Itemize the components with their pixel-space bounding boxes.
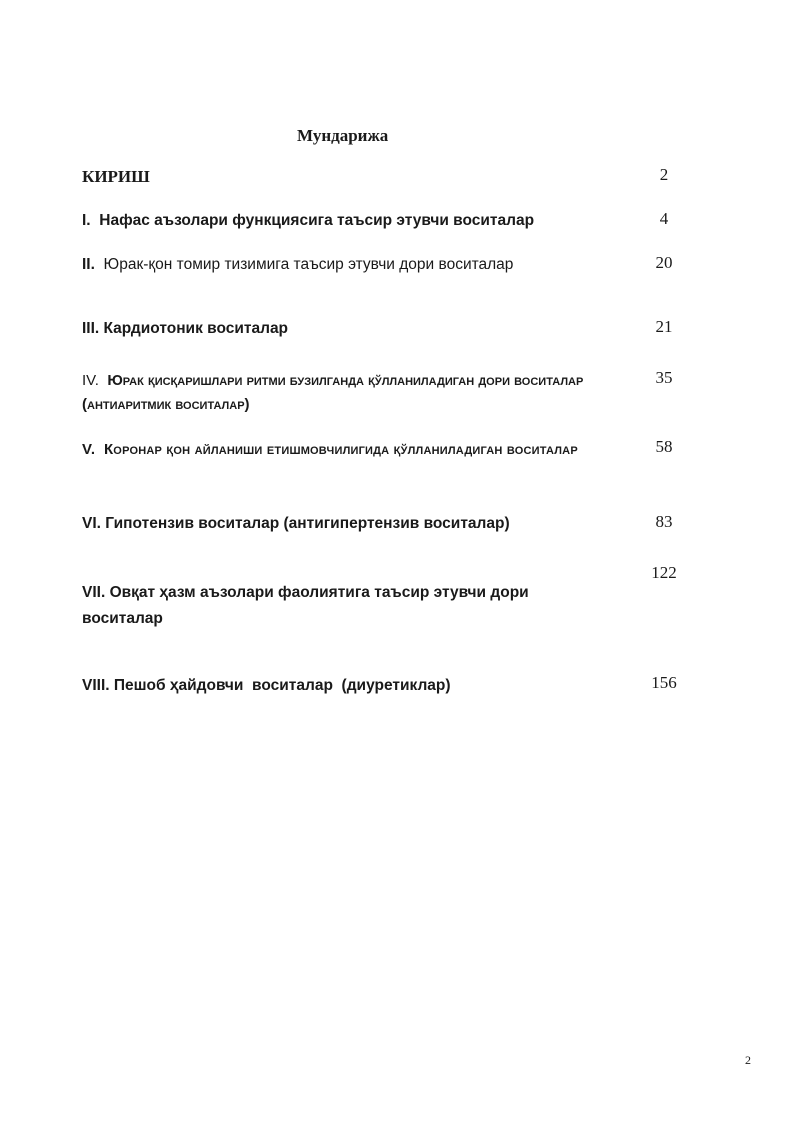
toc-entry-page: 58 <box>655 437 673 456</box>
toc-title: Мундарижа <box>297 126 389 145</box>
toc-entry-chapter-4 <box>82 369 602 417</box>
toc-entry-text: VIII. Пешоб ҳайдовчи воситалар (диуретиклар) <box>82 677 451 694</box>
toc-entry-label <box>82 212 534 229</box>
toc-entry-page: 4 <box>659 209 669 228</box>
toc-entry-text: Юрак-қон томир тизимига таъсир этувчи дори воситалар <box>103 256 514 273</box>
toc-entry-text: III. Кардиотоник воситалар <box>82 320 289 337</box>
toc-entry-page: 122 <box>651 563 677 582</box>
toc-entry-chapter-7 <box>82 580 562 632</box>
toc-entry-chapter-2 <box>82 252 602 278</box>
toc-entry-number: IV. <box>82 372 99 389</box>
toc-entry-chapter-6 <box>82 511 602 537</box>
toc-entry-introduction <box>82 164 602 190</box>
toc-entry-number: II. <box>82 256 95 273</box>
toc-entry-page: 156 <box>651 673 677 692</box>
toc-entry-text: VI. Гипотензив воситалар (антигипертензив воситалар) <box>82 515 510 532</box>
toc-entry-page: 35 <box>655 368 673 387</box>
toc-entry-chapter-3 <box>82 316 602 342</box>
toc-entry-number: I. <box>82 212 91 229</box>
toc-entry-page: 2 <box>659 165 669 184</box>
toc-entry-label <box>82 256 513 273</box>
toc-entry-page: 20 <box>655 253 673 272</box>
toc-entry-page: 83 <box>655 512 673 531</box>
toc-entry-label <box>82 372 583 413</box>
toc-entry-number: V. <box>82 441 96 458</box>
toc-entry-chapter-1 <box>82 208 602 234</box>
footer-page-number: 2 <box>745 1053 751 1067</box>
toc-entry-chapter-8 <box>82 673 602 699</box>
toc-entry-text: Коронар қон айланиши етишмовчилигида қўлланиладиган воситалар <box>103 441 578 458</box>
toc-entry-label <box>82 441 578 458</box>
toc-entry-text: VII. Овқат ҳазм аъзолари фаолиятига таъсир этувчи дори воситалар <box>82 584 529 627</box>
toc-entry-chapter-5 <box>82 437 587 463</box>
toc-entry-text: Юрак қисқаришлари ритми бузилганда қўлланиладиган дори воситалар (антиаритмик воситалар) <box>82 372 584 413</box>
toc-entry-text: Нафас аъзолари функциясига таъсир этувчи воситалар <box>99 212 535 229</box>
toc-entry-page: 21 <box>655 317 673 336</box>
toc-entry-text: КИРИШ <box>82 167 150 186</box>
